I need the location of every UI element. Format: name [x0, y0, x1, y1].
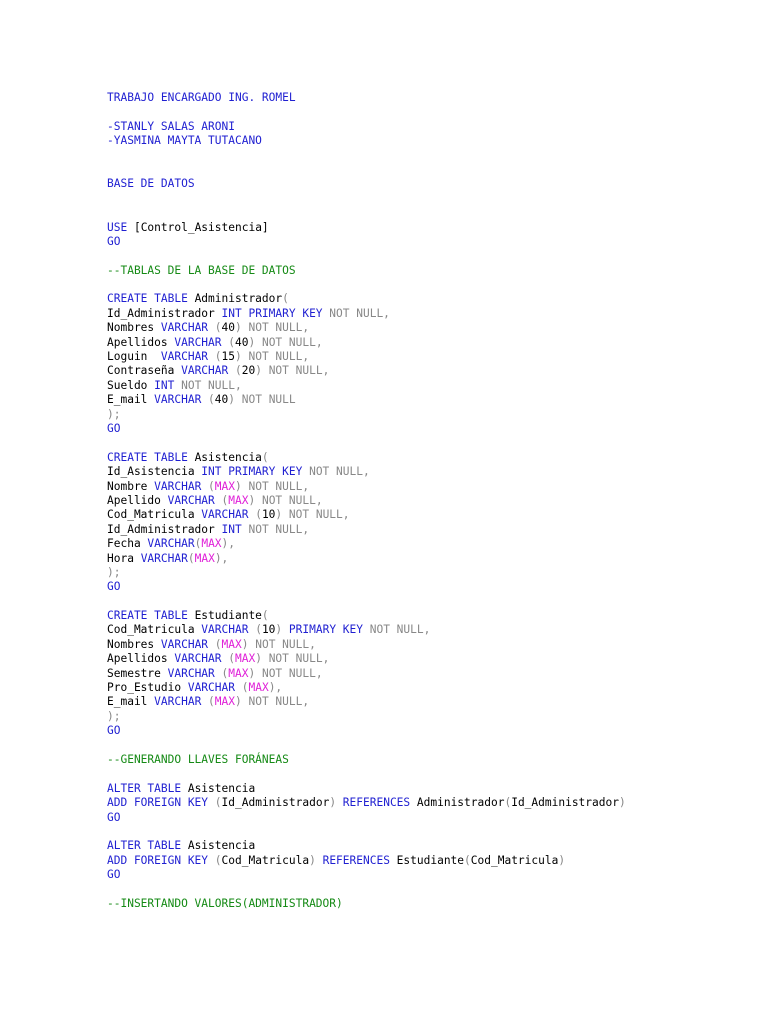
code-token: Nombre: [107, 479, 155, 493]
code-token: NOT NULL,: [329, 306, 390, 320]
code-token: ): [558, 853, 566, 867]
code-token: Asistencia: [187, 781, 256, 795]
code-token: ) NOT NULL,: [248, 335, 323, 349]
code-token: Cod_Matricula: [221, 853, 310, 867]
code-line: [107, 710, 747, 724]
blank-line: [107, 149, 747, 163]
code-token: MAX: [194, 551, 215, 565]
code-token: VARCHAR: [187, 681, 242, 695]
code-line: [107, 364, 747, 378]
code-token: ): [275, 623, 289, 637]
code-token: BASE DE DATOS: [107, 177, 195, 191]
code-line: [107, 379, 747, 393]
code-token: Hora: [107, 551, 141, 565]
sql-document: [107, 91, 747, 911]
code-token: -STANLY SALAS ARONI: [107, 119, 235, 133]
code-token: 40: [221, 321, 236, 335]
code-line: [107, 336, 747, 350]
code-token: Cod_Matricula: [107, 623, 202, 637]
code-token: (: [214, 637, 222, 651]
code-token: REFERENCES: [322, 853, 397, 867]
code-token: (: [255, 623, 262, 637]
code-token: ) NOT NULL,: [235, 350, 310, 364]
code-token: (: [208, 393, 215, 407]
blank-line: [107, 882, 747, 896]
code-line: [107, 523, 747, 537]
code-token: Nombres: [107, 637, 161, 651]
code-token: ) NOT NULL,: [235, 479, 310, 493]
code-token: GO: [107, 724, 121, 738]
code-token: MAX: [214, 695, 236, 709]
code-token: MAX: [214, 479, 236, 493]
code-line: [107, 552, 747, 566]
blank-line: [107, 739, 747, 753]
code-token: Id_Administrador: [107, 522, 222, 536]
code-token: INT: [221, 522, 249, 536]
code-line: [107, 868, 747, 882]
code-line: [107, 235, 747, 249]
code-token: INT PRIMARY KEY: [201, 465, 310, 479]
code-token: (: [194, 537, 202, 551]
code-token: ) NOT NULL,: [248, 666, 323, 680]
code-token: (: [282, 292, 289, 306]
code-token: INT PRIMARY KEY: [221, 306, 330, 320]
code-token: ),: [268, 681, 283, 695]
code-token: ) NOT NULL,: [255, 652, 330, 666]
code-token: CREATE TABLE: [107, 292, 195, 306]
code-token: (: [228, 335, 235, 349]
code-token: MAX: [248, 681, 269, 695]
code-line: [107, 811, 747, 825]
code-token: ) NOT NULL,: [235, 695, 310, 709]
code-token: ) NOT NULL,: [248, 493, 323, 507]
code-token: Id_Administrador: [107, 306, 222, 320]
code-token: VARCHAR: [174, 335, 229, 349]
code-line: [107, 782, 747, 796]
code-token: (: [221, 666, 229, 680]
code-token: 40: [235, 335, 249, 349]
code-token: ): [309, 853, 323, 867]
code-token: GO: [107, 421, 121, 435]
code-line: [107, 120, 747, 134]
code-token: 15: [221, 350, 236, 364]
code-line: [107, 451, 747, 465]
code-token: ALTER TABLE: [107, 781, 188, 795]
code-token: E_mail: [107, 393, 155, 407]
code-token: VARCHAR: [147, 537, 195, 551]
code-line: [107, 580, 747, 594]
code-line: [107, 623, 747, 637]
code-token: ) NOT NULL: [228, 393, 296, 407]
code-token: (: [241, 681, 249, 695]
code-token: ),: [221, 537, 236, 551]
code-token: Administrador: [416, 796, 505, 810]
code-token: VARCHAR: [160, 321, 215, 335]
code-token: Apellidos: [107, 652, 175, 666]
code-token: ) NOT NULL,: [255, 364, 330, 378]
blank-line: [107, 595, 747, 609]
code-token: NOT NULL,: [309, 465, 370, 479]
code-token: VARCHAR: [201, 623, 256, 637]
code-token: VARCHAR: [160, 350, 215, 364]
code-token: Cod_Matricula: [107, 508, 202, 522]
code-line: [107, 897, 747, 911]
code-token: Id_Administrador: [221, 796, 330, 810]
code-token: );: [107, 709, 121, 723]
code-token: USE: [107, 220, 134, 234]
code-token: Apellidos: [107, 335, 175, 349]
code-token: (: [214, 853, 222, 867]
code-token: VARCHAR: [167, 493, 222, 507]
blank-line: [107, 249, 747, 263]
code-token: Estudiante: [194, 609, 262, 623]
code-token: MAX: [201, 537, 222, 551]
code-line: [107, 134, 747, 148]
code-token: 20: [241, 364, 256, 378]
code-token: Sueldo: [107, 378, 155, 392]
blank-line: [107, 278, 747, 292]
code-token: (: [214, 321, 222, 335]
code-token: NOT NULL,: [369, 623, 431, 637]
code-token: (: [214, 796, 222, 810]
blank-line: [107, 436, 747, 450]
code-token: Semestre: [107, 666, 168, 680]
code-token: GO: [107, 234, 121, 248]
code-token: VARCHAR: [174, 652, 229, 666]
code-line: [107, 494, 747, 508]
code-line: [107, 854, 747, 868]
code-token: (: [261, 609, 269, 623]
code-line: [107, 350, 747, 364]
code-token: ALTER TABLE: [107, 839, 188, 853]
code-token: (: [228, 652, 235, 666]
code-token: MAX: [221, 637, 242, 651]
code-token: TRABAJO ENCARGADO ING. ROMEL: [107, 91, 296, 104]
code-token: Fecha: [107, 537, 148, 551]
code-token: (: [208, 695, 215, 709]
code-token: VARCHAR: [160, 637, 215, 651]
code-token: CREATE TABLE: [107, 450, 195, 464]
code-token: NOT NULL,: [248, 522, 310, 536]
code-token: (: [187, 551, 195, 565]
code-token: Loguin: [107, 350, 161, 364]
code-token: VARCHAR: [167, 666, 222, 680]
code-line: [107, 796, 747, 810]
code-token: ADD FOREIGN KEY: [107, 796, 215, 810]
blank-line: [107, 105, 747, 119]
code-line: [107, 652, 747, 666]
code-token: VARCHAR: [154, 479, 209, 493]
code-token: (: [464, 853, 471, 867]
code-line: [107, 480, 747, 494]
code-line: [107, 667, 747, 681]
code-token: ) NOT NULL,: [241, 637, 316, 651]
code-token: --TABLAS DE LA BASE DE DATOS: [107, 263, 296, 277]
code-token: -YASMINA MAYTA TUTACANO: [107, 134, 262, 148]
blank-line: [107, 192, 747, 206]
code-token: Contraseña: [107, 364, 182, 378]
code-token: GO: [107, 580, 121, 594]
code-token: );: [107, 407, 121, 421]
code-line: [107, 508, 747, 522]
code-token: ADD FOREIGN KEY: [107, 853, 215, 867]
code-token: ): [618, 796, 626, 810]
code-token: ) NOT NULL,: [275, 508, 350, 522]
code-token: INT: [154, 378, 182, 392]
code-token: VARCHAR: [201, 508, 256, 522]
code-token: Id_Asistencia: [107, 465, 202, 479]
code-token: VARCHAR: [181, 364, 235, 378]
code-token: VARCHAR: [154, 695, 209, 709]
code-line: [107, 465, 747, 479]
code-token: PRIMARY KEY: [288, 623, 370, 637]
code-token: ) NOT NULL,: [235, 321, 310, 335]
code-token: GO: [107, 810, 121, 824]
code-line: [107, 422, 747, 436]
code-line: [107, 307, 747, 321]
code-line: [107, 681, 747, 695]
code-line: [107, 839, 747, 853]
code-token: (: [234, 364, 242, 378]
code-token: (: [221, 493, 229, 507]
code-token: 40: [214, 393, 229, 407]
code-token: (: [214, 350, 222, 364]
code-token: );: [107, 565, 121, 579]
code-token: Pro_Estudio: [107, 681, 188, 695]
code-line: [107, 638, 747, 652]
blank-line: [107, 206, 747, 220]
code-line: [107, 221, 747, 235]
code-token: MAX: [228, 493, 249, 507]
code-token: ),: [214, 551, 229, 565]
code-token: E_mail: [107, 695, 155, 709]
blank-line: [107, 825, 747, 839]
blank-line: [107, 163, 747, 177]
code-token: NOT NULL,: [181, 378, 242, 392]
code-token: Administrador: [194, 292, 283, 306]
code-token: --INSERTANDO VALORES(ADMINISTRADOR): [107, 896, 343, 910]
code-token: (: [504, 796, 512, 810]
code-line: [107, 537, 747, 551]
blank-line: [107, 767, 747, 781]
code-line: [107, 177, 747, 191]
code-line: [107, 393, 747, 407]
code-line: [107, 695, 747, 709]
code-line: [107, 264, 747, 278]
code-token: VARCHAR: [140, 551, 188, 565]
code-line: [107, 292, 747, 306]
code-token: GO: [107, 868, 121, 882]
code-token: Id_Administrador: [511, 796, 619, 810]
code-token: Cod_Matricula: [470, 853, 559, 867]
code-line: [107, 321, 747, 335]
code-token: (: [255, 508, 262, 522]
code-token: (: [208, 479, 215, 493]
code-line: [107, 753, 747, 767]
code-token: [Control_Asistencia]: [133, 220, 269, 234]
code-line: [107, 724, 747, 738]
code-token: (: [261, 450, 269, 464]
code-token: --GENERANDO LLAVES FORÁNEAS: [107, 752, 289, 766]
code-token: CREATE TABLE: [107, 609, 195, 623]
code-token: MAX: [235, 652, 256, 666]
code-token: VARCHAR: [154, 393, 209, 407]
code-line: [107, 91, 747, 105]
code-token: Asistencia: [194, 450, 262, 464]
code-line: [107, 609, 747, 623]
code-token: MAX: [228, 666, 249, 680]
code-token: Nombres: [107, 321, 161, 335]
code-line: [107, 408, 747, 422]
code-token: Apellido: [107, 493, 168, 507]
code-token: Asistencia: [187, 839, 256, 853]
code-token: ): [329, 796, 343, 810]
code-token: REFERENCES: [342, 796, 417, 810]
code-line: [107, 566, 747, 580]
code-token: 10: [261, 508, 276, 522]
code-token: Estudiante: [396, 853, 465, 867]
code-token: 10: [261, 623, 276, 637]
